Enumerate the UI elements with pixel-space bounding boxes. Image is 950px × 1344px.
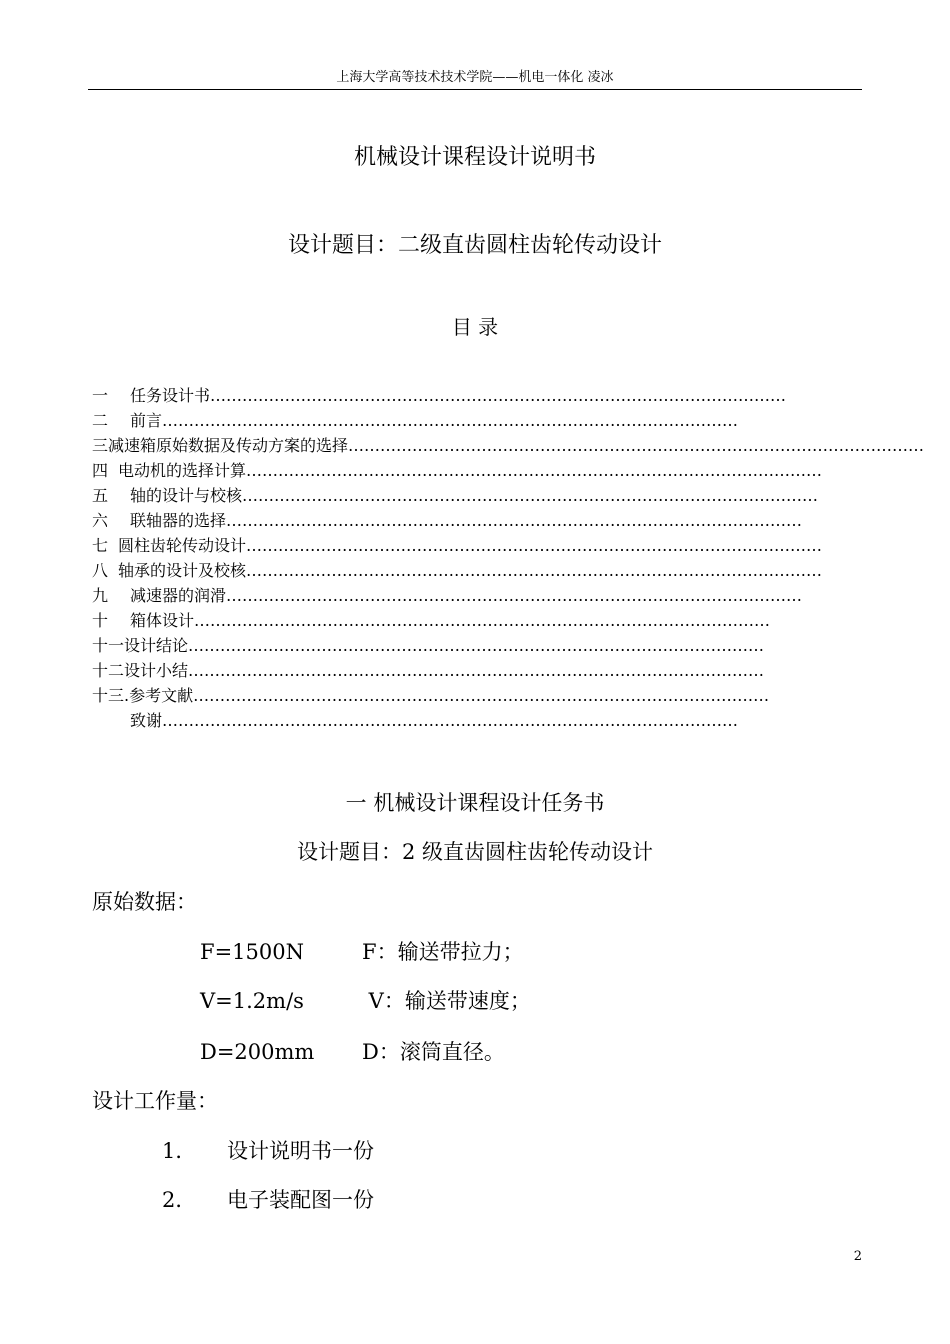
toc-item xyxy=(92,533,822,558)
toc-leader-dots: ……………………………………………………………………………………………… xyxy=(226,586,803,605)
toc-item-number: 八 xyxy=(92,561,109,580)
workload-item xyxy=(162,1186,374,1214)
toc-item-label: 任务设计书 xyxy=(130,386,211,405)
toc-item-label: 圆柱齿轮传动设计 xyxy=(117,536,246,555)
toc-item-number: 三 xyxy=(92,436,109,455)
toc-item xyxy=(92,383,822,408)
toc-item-number: 十三. xyxy=(92,686,130,705)
toc-item xyxy=(92,708,822,733)
toc-item-number: 十一 xyxy=(92,636,125,655)
toc-item-number: 七 xyxy=(92,536,109,555)
original-data-label: 原始数据： xyxy=(92,890,197,914)
toc-leader-dots: ……………………………………………………………………………………………… xyxy=(226,511,803,530)
toc-item-label: 减速器的润滑 xyxy=(130,586,227,605)
data-row xyxy=(200,938,524,966)
toc-item-label: 减速箱原始数据及传动方案的选择 xyxy=(108,436,349,455)
toc-item-number: 十二 xyxy=(92,661,125,680)
workload-item-number: 1． xyxy=(162,1139,197,1163)
toc-leader-dots: ……………………………………………………………………………………………… xyxy=(193,686,770,705)
toc-leader-dots: ……………………………………………………………………………………………… xyxy=(188,661,765,680)
data-value: F=1500N xyxy=(200,940,304,964)
toc-item-label: 参考文献 xyxy=(129,686,194,705)
toc-leader-dots: ……………………………………………………………………………………………… xyxy=(194,611,771,630)
toc-item-label: 设计结论 xyxy=(124,636,189,655)
toc-item xyxy=(92,583,822,608)
toc-item-label: 箱体设计 xyxy=(130,611,195,630)
toc-leader-dots: ……………………………………………………………………………………………… xyxy=(348,436,925,455)
toc-item xyxy=(92,508,822,533)
toc-item xyxy=(92,483,822,508)
toc-item xyxy=(92,433,925,458)
table-of-contents xyxy=(92,383,925,733)
toc-item xyxy=(92,408,822,433)
data-row xyxy=(200,987,531,1015)
workload-item-text: 电子装配图一份 xyxy=(227,1188,374,1212)
toc-item-label: 轴的设计与校核 xyxy=(130,486,243,505)
data-description: D：滚筒直径。 xyxy=(362,1040,505,1064)
page-header: 上海大学高等技术技术学院——机电一体化 凌冰 xyxy=(88,70,862,90)
toc-item xyxy=(92,683,822,708)
page-number: 2 xyxy=(853,1249,862,1264)
workload-item-number: 2． xyxy=(162,1188,197,1212)
toc-leader-dots: ……………………………………………………………………………………………… xyxy=(246,561,822,580)
toc-leader-dots: ……………………………………………………………………………………………… xyxy=(188,636,765,655)
toc-item-label: 电动机的选择计算 xyxy=(117,461,246,480)
data-value: V=1.2m/s xyxy=(200,989,304,1013)
toc-item xyxy=(92,558,822,583)
data-description: V：输送带速度； xyxy=(362,989,531,1013)
toc-item xyxy=(92,658,822,683)
toc-leader-dots: ……………………………………………………………………………………………… xyxy=(210,386,787,405)
workload-item-text: 设计说明书一份 xyxy=(227,1139,374,1163)
toc-leader-dots: ……………………………………………………………………………………………… xyxy=(162,711,739,730)
toc-item-number: 一 xyxy=(92,386,109,405)
toc-item-number: 五 xyxy=(92,486,109,505)
toc-item-number: 九 xyxy=(92,586,109,605)
toc-heading: 目 录 xyxy=(451,315,499,339)
toc-item xyxy=(92,458,822,483)
section-heading: 一 机械设计课程设计任务书 xyxy=(345,791,605,815)
toc-item-number: 四 xyxy=(92,461,109,480)
data-description: F：输送带拉力； xyxy=(362,940,524,964)
toc-item-label: 联轴器的选择 xyxy=(130,511,227,530)
toc-item-number: 二 xyxy=(92,411,109,430)
toc-item xyxy=(92,633,822,658)
toc-item-label: 致谢 xyxy=(130,711,163,730)
data-row xyxy=(200,1038,505,1066)
section-design-topic: 设计题目：2 级直齿圆柱齿轮传动设计 xyxy=(296,840,654,864)
document-title: 机械设计课程设计说明书 xyxy=(353,145,596,170)
toc-leader-dots: ……………………………………………………………………………………………… xyxy=(246,536,822,555)
toc-item xyxy=(92,608,822,633)
toc-leader-dots: ……………………………………………………………………………………………… xyxy=(162,411,739,430)
workload-label: 设计工作量： xyxy=(92,1089,218,1113)
data-value: D=200mm xyxy=(200,1040,315,1064)
toc-item-number: 十 xyxy=(92,611,109,630)
design-topic: 设计题目：二级直齿圆柱齿轮传动设计 xyxy=(287,233,662,258)
toc-leader-dots: ……………………………………………………………………………………………… xyxy=(246,461,822,480)
toc-item-number: 六 xyxy=(92,511,109,530)
toc-item-label: 前言 xyxy=(130,411,163,430)
toc-leader-dots: ……………………………………………………………………………………………… xyxy=(242,486,819,505)
toc-item-label: 设计小结 xyxy=(124,661,189,680)
workload-item xyxy=(162,1137,374,1165)
toc-item-label: 轴承的设计及校核 xyxy=(117,561,246,580)
